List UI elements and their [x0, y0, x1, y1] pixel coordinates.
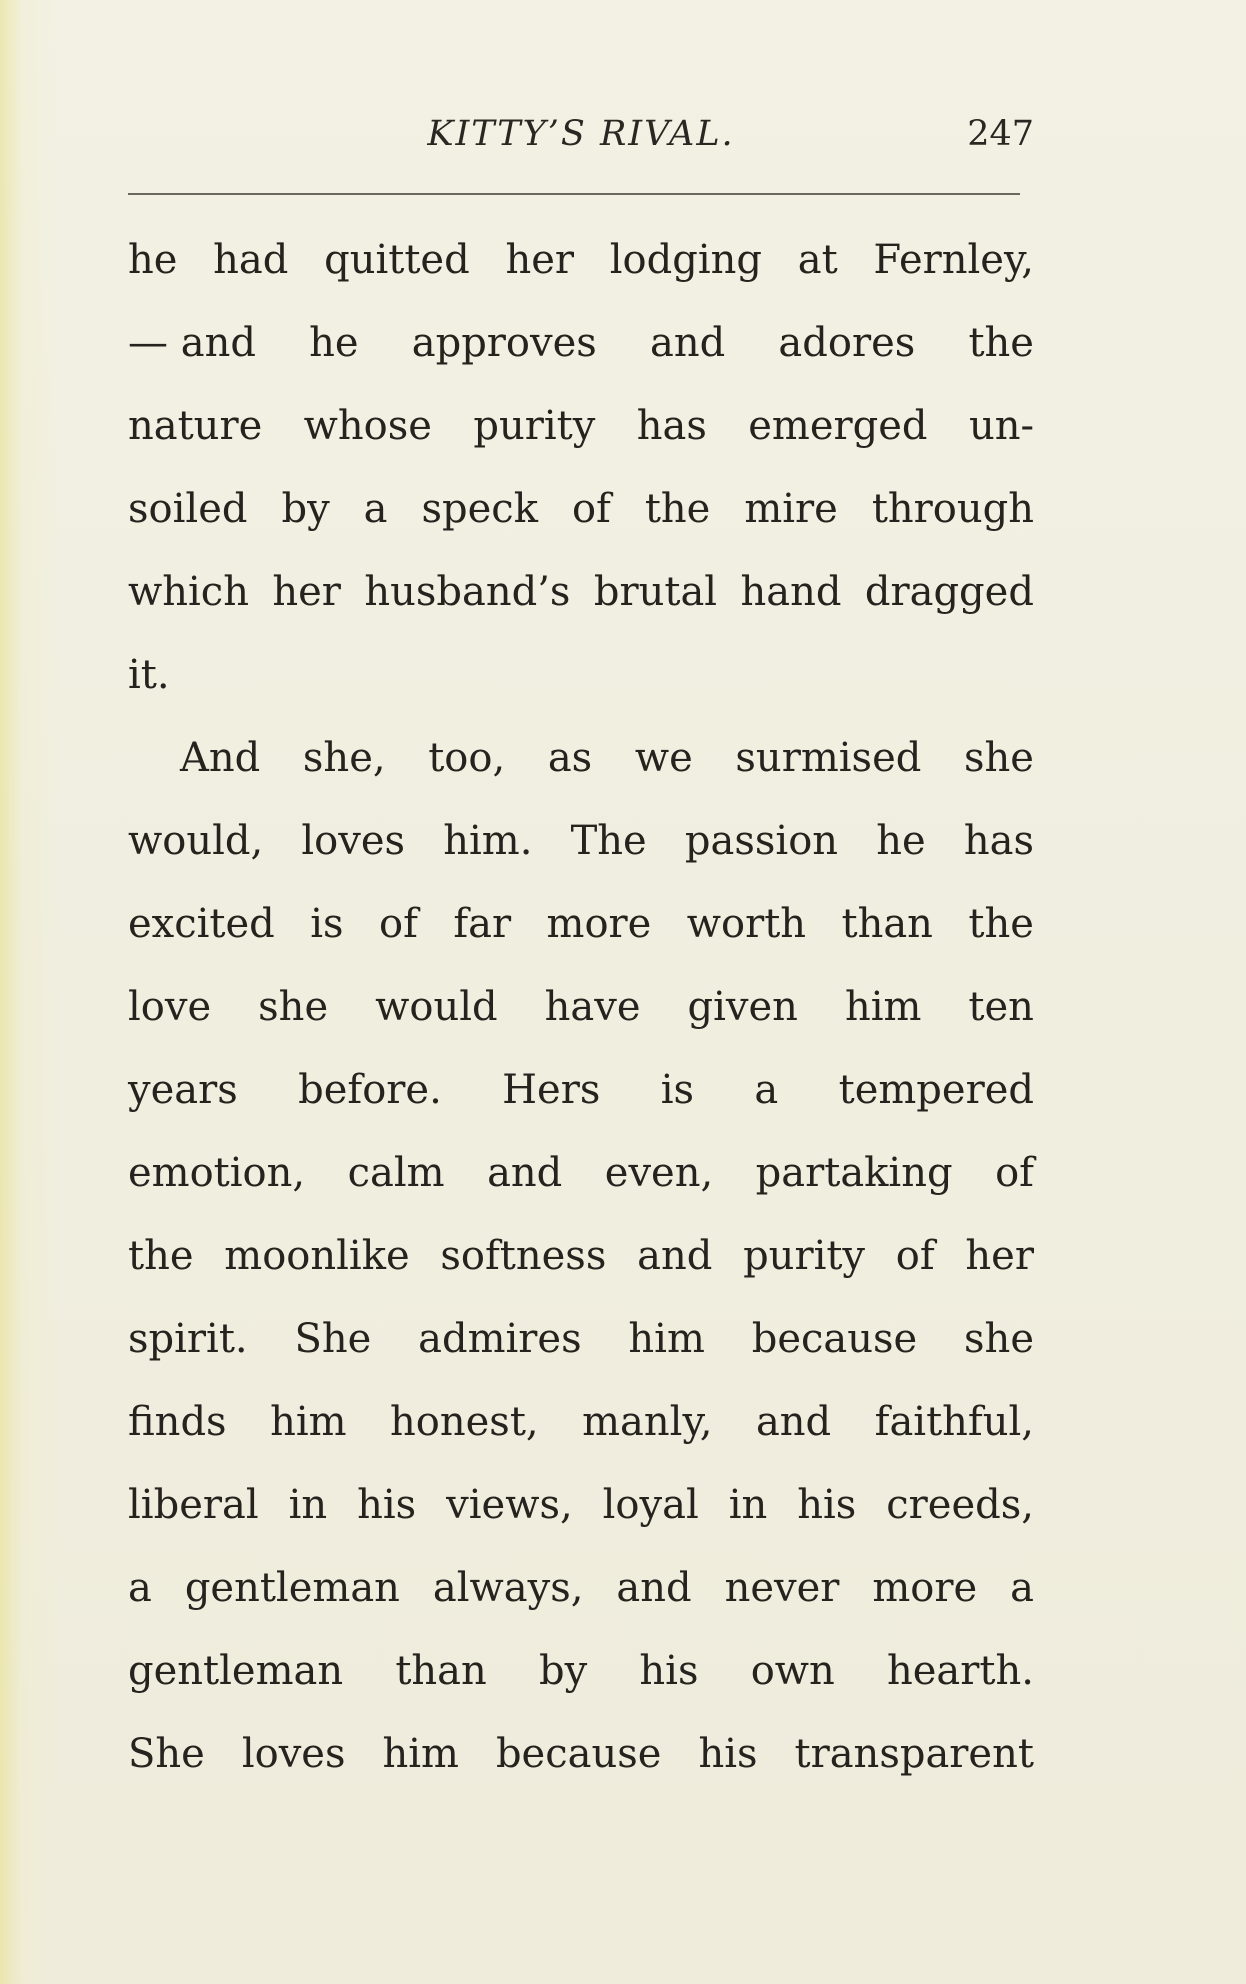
word: excited	[128, 901, 275, 947]
text-line	[128, 311, 1034, 394]
word: by	[538, 1648, 588, 1694]
text-line	[128, 726, 1034, 809]
word: mire	[744, 486, 838, 532]
word: loves	[301, 818, 406, 864]
word: the	[968, 901, 1034, 947]
word: as	[547, 735, 593, 781]
word: hearth.	[886, 1648, 1034, 1694]
word: And	[180, 735, 261, 781]
text-line	[128, 809, 1034, 892]
word: he	[876, 818, 926, 864]
word: transparent	[794, 1731, 1034, 1777]
word: would	[375, 984, 498, 1030]
word: whose	[303, 403, 432, 449]
word: loyal	[602, 1482, 699, 1528]
word: loves	[241, 1731, 346, 1777]
word: of	[378, 901, 418, 947]
word: because	[751, 1316, 918, 1362]
word: the	[644, 486, 711, 532]
word: she	[964, 1316, 1034, 1362]
word: of	[995, 1150, 1034, 1196]
word: spirit.	[128, 1316, 248, 1362]
word: because	[495, 1731, 662, 1777]
word: and	[487, 1150, 563, 1196]
word: moonlike	[224, 1233, 410, 1279]
word: his	[639, 1648, 699, 1694]
word: hand	[740, 569, 842, 615]
running-head	[128, 108, 1034, 168]
word: we	[634, 735, 693, 781]
word: The	[570, 818, 647, 864]
word: is	[660, 1067, 695, 1113]
word: she,	[302, 735, 386, 781]
word: which	[128, 569, 249, 615]
word: nature	[128, 403, 263, 449]
word: worth	[686, 901, 807, 947]
word: far	[453, 901, 512, 947]
word: She	[294, 1316, 372, 1362]
text-line	[128, 1722, 1034, 1805]
text-line	[128, 1224, 1034, 1307]
word: liberal	[128, 1482, 259, 1528]
word: softness	[440, 1233, 607, 1279]
text-line	[128, 1639, 1034, 1722]
word: than	[395, 1648, 487, 1694]
text-line	[128, 228, 1034, 311]
word: of	[571, 486, 611, 532]
word: his	[357, 1482, 417, 1528]
word: quitted	[324, 237, 470, 283]
word: in	[288, 1482, 328, 1528]
text-line	[128, 394, 1034, 477]
word: before.	[298, 1067, 442, 1113]
word: views,	[446, 1482, 573, 1528]
word: she	[963, 735, 1034, 781]
word: a	[363, 486, 388, 532]
word: a	[754, 1067, 779, 1113]
word: and	[755, 1399, 832, 1445]
word: and	[650, 320, 726, 366]
word: speck	[421, 486, 538, 532]
word: calm	[347, 1150, 445, 1196]
word: — and	[128, 320, 256, 366]
word: Hers	[502, 1067, 601, 1113]
word: a	[128, 1565, 152, 1611]
word: of	[895, 1233, 935, 1279]
page-number: 247	[967, 114, 1034, 154]
word: always,	[432, 1565, 584, 1611]
word: emotion,	[128, 1150, 306, 1196]
word: never	[724, 1565, 840, 1611]
word: him.	[443, 818, 533, 864]
text-line	[128, 1390, 1034, 1473]
text-line	[128, 1141, 1034, 1224]
word: years	[128, 1067, 238, 1113]
word: her	[965, 1233, 1034, 1279]
word: more	[546, 901, 652, 947]
word: him	[270, 1399, 347, 1445]
word: more	[872, 1565, 978, 1611]
word: through	[871, 486, 1034, 532]
word: even,	[604, 1150, 714, 1196]
word: love	[128, 984, 212, 1030]
word: by	[281, 486, 330, 532]
word: him	[382, 1731, 459, 1777]
word: finds	[128, 1399, 227, 1445]
word: his	[797, 1482, 857, 1528]
word: him	[628, 1316, 705, 1362]
word: brutal	[593, 569, 718, 615]
header-rule	[128, 193, 1020, 195]
word: surmised	[735, 735, 922, 781]
word: he	[128, 237, 178, 283]
word: adores	[778, 320, 916, 366]
text-line	[128, 892, 1034, 975]
word: approves	[411, 320, 597, 366]
word: have	[544, 984, 641, 1030]
word: gentleman	[128, 1648, 344, 1694]
text-line	[128, 643, 1034, 726]
word: she	[258, 984, 329, 1030]
text-line	[128, 477, 1034, 560]
word: and	[637, 1233, 713, 1279]
word: it.	[128, 652, 170, 698]
word: is	[310, 901, 344, 947]
word: gentleman	[184, 1565, 400, 1611]
word: honest,	[390, 1399, 539, 1445]
text-line	[128, 1473, 1034, 1556]
word: emerged	[748, 403, 928, 449]
word: partaking	[755, 1150, 953, 1196]
word: soiled	[128, 486, 248, 532]
word: own	[750, 1648, 835, 1694]
word: given	[687, 984, 798, 1030]
text-line	[128, 1058, 1034, 1141]
text-line	[128, 975, 1034, 1058]
running-title: KITTY’S RIVAL.	[427, 114, 735, 154]
word: admires	[418, 1316, 582, 1362]
word: lodging	[609, 237, 762, 283]
word: had	[213, 237, 289, 283]
word: and	[616, 1565, 692, 1611]
word: tempered	[838, 1067, 1034, 1113]
word: than	[841, 901, 933, 947]
word: creeds,	[886, 1482, 1034, 1528]
word: purity	[743, 1233, 866, 1279]
word: purity	[473, 403, 596, 449]
body-text	[128, 228, 1034, 1805]
word: un-	[968, 403, 1034, 449]
word: a	[1010, 1565, 1034, 1611]
word: Fernley,	[873, 237, 1034, 283]
word: has	[636, 403, 707, 449]
word: her	[505, 237, 575, 283]
word: She	[128, 1731, 205, 1777]
word: the	[968, 320, 1034, 366]
word: him	[844, 984, 922, 1030]
word: ten	[968, 984, 1034, 1030]
word: has	[963, 818, 1034, 864]
word: at	[797, 237, 838, 283]
word: in	[728, 1482, 768, 1528]
word: his	[698, 1731, 758, 1777]
word: her	[272, 569, 341, 615]
text-line	[128, 1556, 1034, 1639]
text-line	[128, 1307, 1034, 1390]
word: dragged	[864, 569, 1034, 615]
word: the	[128, 1233, 194, 1279]
text-line	[128, 560, 1034, 643]
word: faithful,	[874, 1399, 1034, 1445]
word: he	[309, 320, 359, 366]
word: husband’s	[364, 569, 571, 615]
word: manly,	[582, 1399, 713, 1445]
word: would,	[128, 818, 264, 864]
word: passion	[684, 818, 839, 864]
word: too,	[428, 735, 506, 781]
